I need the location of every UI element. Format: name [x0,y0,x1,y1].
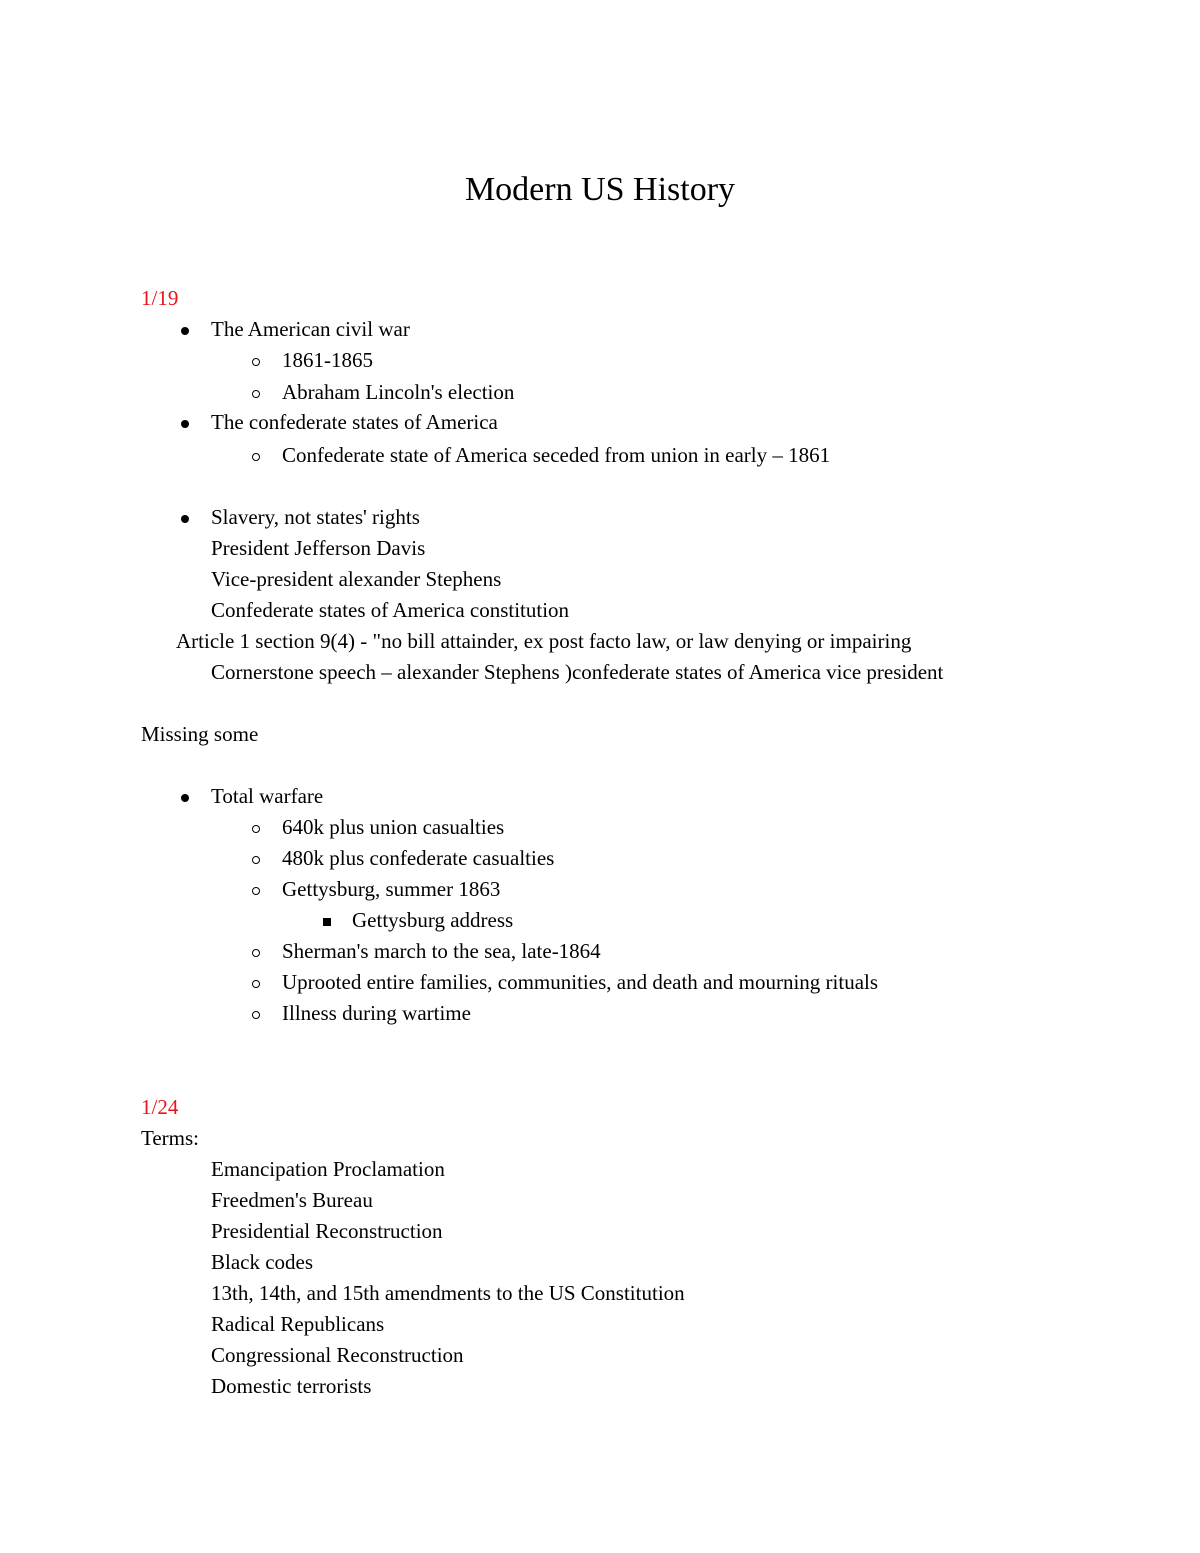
article-line: Article 1 section 9(4) - "no bill attainder, ex post facto law, or law denying or impairing [176,629,912,653]
term-item: Domestic terrorists [211,1374,372,1398]
bullet-circle-icon [246,875,266,903]
bullet-circle-icon [246,968,266,996]
cornerstone-line: Cornerstone speech – alexander Stephens )confederate states of America vice president [211,660,944,684]
sub-sub-bullet-item: Gettysburg address [352,908,514,932]
date-heading-1-19: 1/19 [141,286,179,310]
bullet-circle-icon [246,378,266,406]
bullet-dot-icon [175,315,195,343]
sub-bullet-item: 640k plus union casualties [282,815,505,839]
term-item: Black codes [211,1250,314,1274]
continuation-line: President Jefferson Davis [211,536,426,560]
term-item: 13th, 14th, and 15th amendments to the US Constitution [211,1281,685,1305]
sub-bullet-item: Gettysburg, summer 1863 [282,877,501,901]
continuation-line: Confederate states of America constitution [211,598,570,622]
sub-bullet-item: Sherman's march to the sea, late-1864 [282,939,601,963]
bullet-circle-icon [246,346,266,374]
term-item: Radical Republicans [211,1312,385,1336]
sub-bullet-item: Abraham Lincoln's election [282,380,515,404]
date-heading-1-24: 1/24 [141,1095,179,1119]
bullet-dot-icon [175,503,195,531]
bullet-square-icon [317,906,337,934]
bullet-circle-icon [246,937,266,965]
sub-bullet-item: 480k plus confederate casualties [282,846,555,870]
bullet-dot-icon [175,782,195,810]
sub-bullet-item: Uprooted entire families, communities, and death and mourning rituals [282,970,879,994]
missing-note: Missing some [141,722,259,746]
term-item: Congressional Reconstruction [211,1343,464,1367]
bullet-item: Total warfare [211,784,324,808]
sub-bullet-item: Confederate state of America seceded from union in early – 1861 [282,443,831,467]
bullet-circle-icon [246,999,266,1027]
bullet-circle-icon [246,844,266,872]
bullet-dot-icon [175,408,195,436]
bullet-item: Slavery, not states' rights [211,505,420,529]
bullet-circle-icon [246,441,266,469]
term-item: Freedmen's Bureau [211,1188,373,1212]
term-item: Presidential Reconstruction [211,1219,443,1243]
sub-bullet-item: Illness during wartime [282,1001,471,1025]
sub-bullet-item: 1861-1865 [282,348,373,372]
document-title: Modern US History [464,171,736,208]
bullet-item: The confederate states of America [211,410,498,434]
term-item: Emancipation Proclamation [211,1157,445,1181]
bullet-item: The American civil war [211,317,410,341]
bullet-circle-icon [246,813,266,841]
continuation-line: Vice-president alexander Stephens [211,567,502,591]
terms-label: Terms: [141,1126,200,1150]
